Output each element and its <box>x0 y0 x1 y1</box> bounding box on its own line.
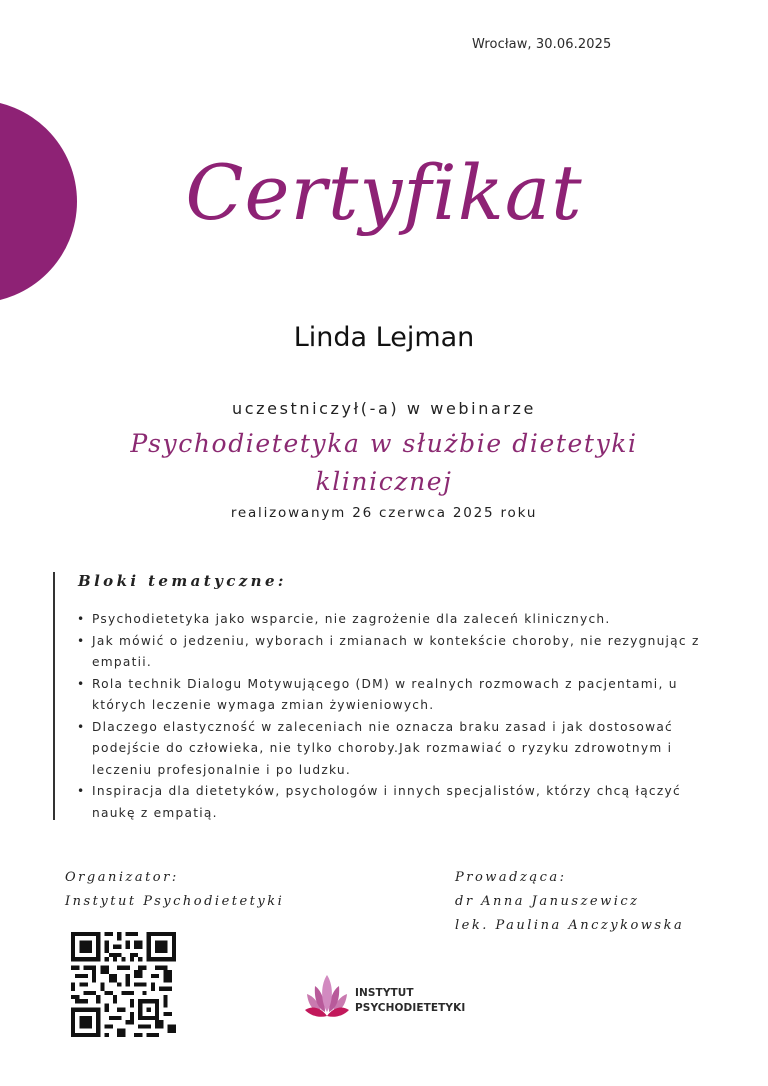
topic-item: • Inspiracja dla dietetyków, psychologów i innych specjalistów, którzy chcą łączyć naukę z empatią. <box>92 781 712 824</box>
topic-item: • Jak mówić o jedzeniu, wyborach i zmianach w kontekście choroby, nie rezygnując z empatii. <box>92 631 712 674</box>
leader-name: dr Anna Januszewicz <box>455 894 640 909</box>
certificate-title: Certyfikat <box>185 148 583 237</box>
topics-list <box>76 609 712 824</box>
qr-code-icon[interactable] <box>71 932 176 1037</box>
recipient-name: Linda Lejman <box>293 322 475 353</box>
topic-item: • Dlaczego elastyczność w zaleceniach nie oznacza braku zasad i jak dostosować podejście do człowieka, nie tylko choroby.Jak rozmawiać o ryzyku zdrowotnym i leczeniu profesjonalnie i po ludzku. <box>92 717 712 782</box>
organizer-name: Instytut Psychodietetyki <box>65 894 285 909</box>
organizer-label: Organizator: <box>65 870 179 885</box>
webinar-title: Psychodietetyka w służbie dietetyki klinicznej <box>130 429 638 496</box>
participated-text: uczestniczył(-a) w webinarze <box>231 399 536 418</box>
leaders-block <box>455 866 684 938</box>
institute-logo <box>303 972 473 1022</box>
topic-item: • Psychodietetyka jako wsparcie, nie zagrożenie dla zaleceń klinicznych. <box>92 609 712 631</box>
logo-line2: PSYCHODIETETYKI <box>355 1002 466 1014</box>
logo-line1: INSTYTUT <box>355 987 414 999</box>
place-date: Wrocław, 30.06.2025 <box>472 37 612 52</box>
logo-text <box>355 986 465 1016</box>
leaders-label: Prowadząca: <box>455 870 567 885</box>
topics-section <box>53 572 705 820</box>
topic-item: • Rola technik Dialogu Motywującego (DM) w realnych rozmowach z pacjentami, u których leczenie wymaga zmian żywieniowych. <box>92 674 712 717</box>
lotus-logo-icon <box>303 972 351 1020</box>
organizer-block <box>65 866 284 914</box>
leader-name: lek. Paulina Anczykowska <box>455 918 685 933</box>
topics-heading: Bloki tematyczne: <box>78 572 287 590</box>
realized-date-text: realizowanym 26 czerwca 2025 roku <box>230 505 538 521</box>
